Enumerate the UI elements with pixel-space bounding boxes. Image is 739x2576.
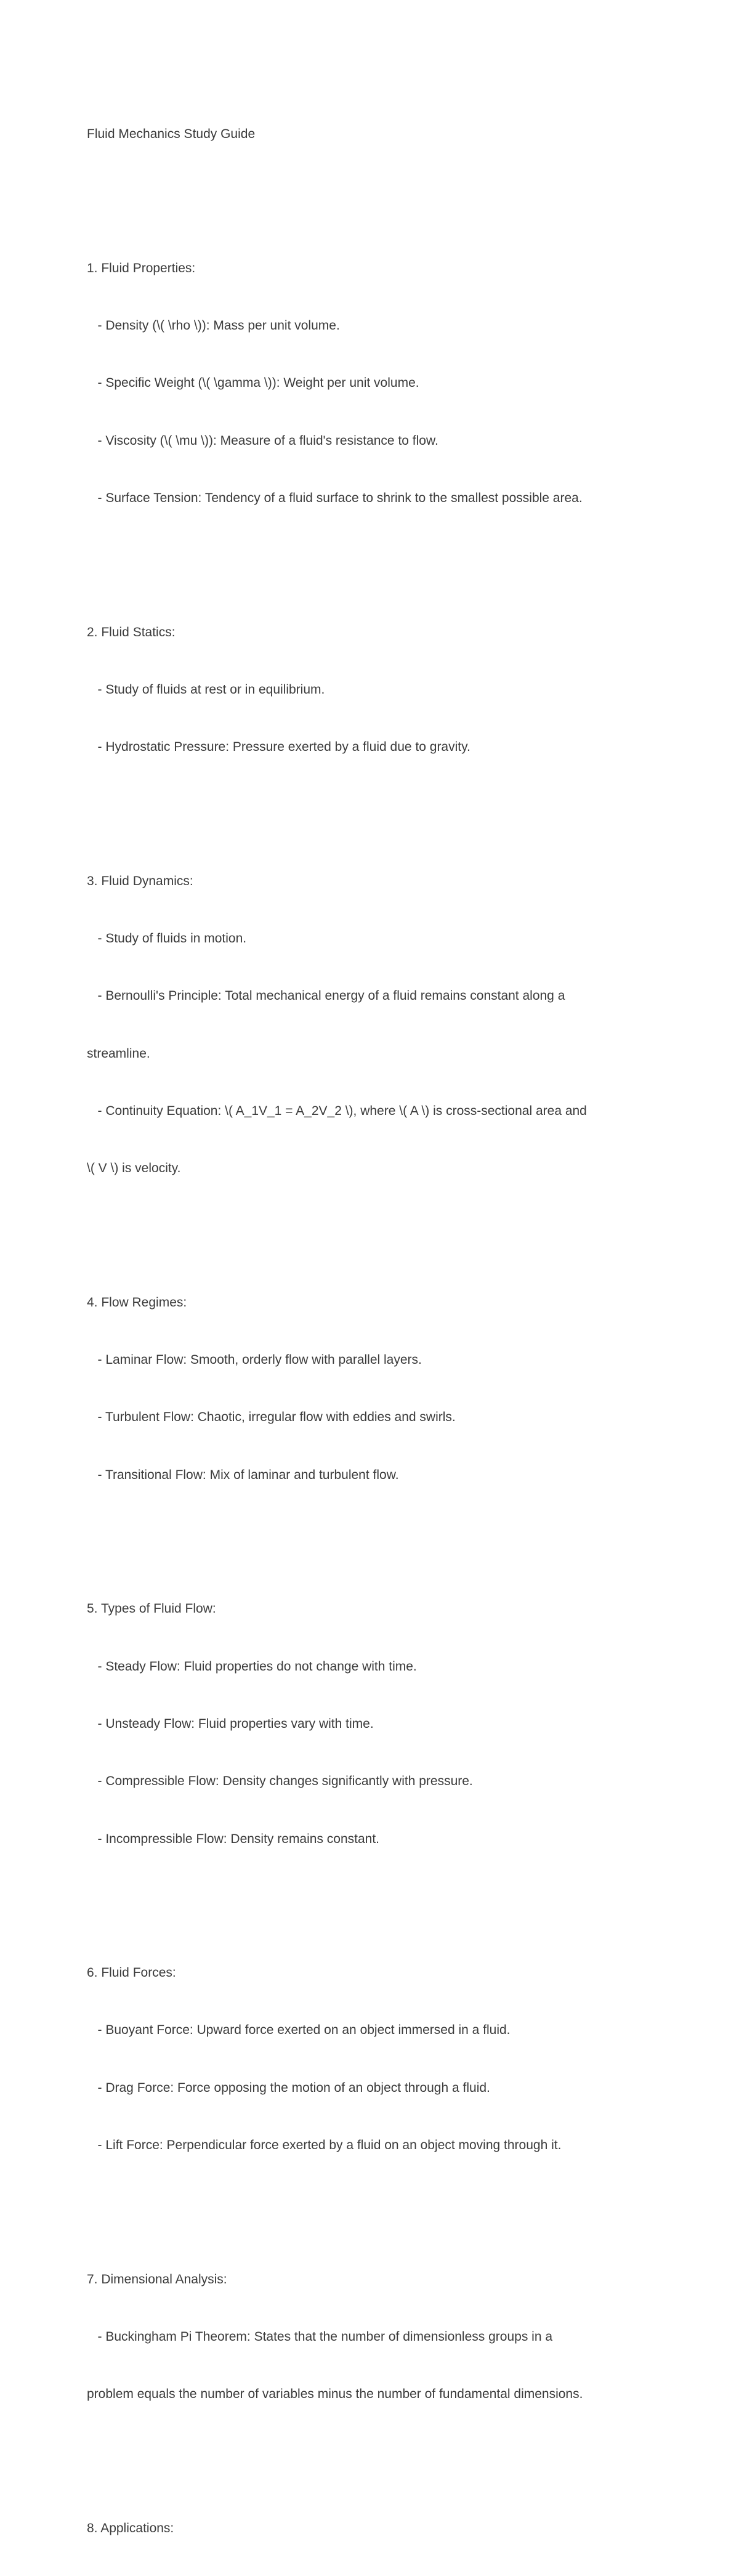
section-item: - Transitional Flow: Mix of laminar and turbulent flow. [97, 1467, 399, 1482]
document-body [87, 86, 660, 2576]
blank-line [87, 795, 660, 814]
section-item: - Study of fluids in motion. [97, 931, 247, 946]
section-item: - Steady Flow: Fluid properties do not change with time. [97, 1659, 417, 1674]
section-heading-applications: 8. Applications: [87, 2521, 174, 2535]
section-item: - Lift Force: Perpendicular force exerted by a fluid on an object moving through it. [97, 2138, 562, 2153]
section-item: - Compressible Flow: Density changes significantly with pressure. [97, 1774, 473, 1789]
section-item: - Bernoulli's Principle: Total mechanical energy of a fluid remains constant along a [97, 989, 565, 1003]
section-item: - Hydrostatic Pressure: Pressure exerted by a fluid due to gravity. [97, 740, 470, 755]
blank-line [87, 1217, 660, 1236]
section-item-continuation: problem equals the number of variables minus the number of fundamental dimensions. [87, 2387, 583, 2402]
section-item: - Study of fluids at rest or in equilibrium. [97, 682, 325, 697]
section-item: - Surface Tension: Tendency of a fluid surface to shrink to the smallest possible area. [97, 490, 583, 505]
section-heading-fluid-statics: 2. Fluid Statics: [87, 625, 176, 639]
blank-line [87, 546, 660, 565]
section-heading-types-of-fluid-flow: 5. Types of Fluid Flow: [87, 1602, 216, 1616]
section-heading-fluid-forces: 6. Fluid Forces: [87, 1966, 176, 1980]
section-heading-dimensional-analysis: 7. Dimensional Analysis: [87, 2272, 227, 2286]
blank-line [87, 182, 660, 201]
section-item: - Incompressible Flow: Density remains constant. [97, 1831, 380, 1846]
section-heading-fluid-properties: 1. Fluid Properties: [87, 261, 196, 275]
section-item: - Specific Weight (\( \gamma \)): Weight per unit volume. [97, 376, 419, 391]
section-item: - Laminar Flow: Smooth, orderly flow with parallel layers. [97, 1353, 422, 1367]
section-heading-flow-regimes: 4. Flow Regimes: [87, 1295, 187, 1310]
section-item-continuation: streamline. [87, 1046, 150, 1061]
section-item: - Continuity Equation: \( A_1V_1 = A_2V_2 \), where \( A \) is cross-sectional area and [97, 1103, 587, 1118]
blank-line [87, 1523, 660, 1542]
section-item: - Buoyant Force: Upward force exerted on an object immersed in a fluid. [97, 2023, 511, 2038]
section-item: - Turbulent Flow: Chaotic, irregular flow with eddies and swirls. [97, 1410, 456, 1425]
section-item-continuation: \( V \) is velocity. [87, 1161, 181, 1176]
section-item: - Density (\( \rho \)): Mass per unit volume. [97, 318, 340, 333]
section-item: - Drag Force: Force opposing the motion of an object through a fluid. [97, 2080, 490, 2095]
document-title: Fluid Mechanics Study Guide [87, 127, 256, 142]
section-item: - Buckingham Pi Theorem: States that the number of dimensionless groups in a [97, 2329, 553, 2344]
section-heading-fluid-dynamics: 3. Fluid Dynamics: [87, 873, 193, 888]
blank-line [87, 1887, 660, 1906]
section-item: - Viscosity (\( \mu \)): Measure of a fluid's resistance to flow. [97, 433, 438, 448]
section-item: - Unsteady Flow: Fluid properties vary with time. [97, 1716, 374, 1731]
blank-line [87, 2193, 660, 2212]
blank-line [87, 2442, 660, 2461]
